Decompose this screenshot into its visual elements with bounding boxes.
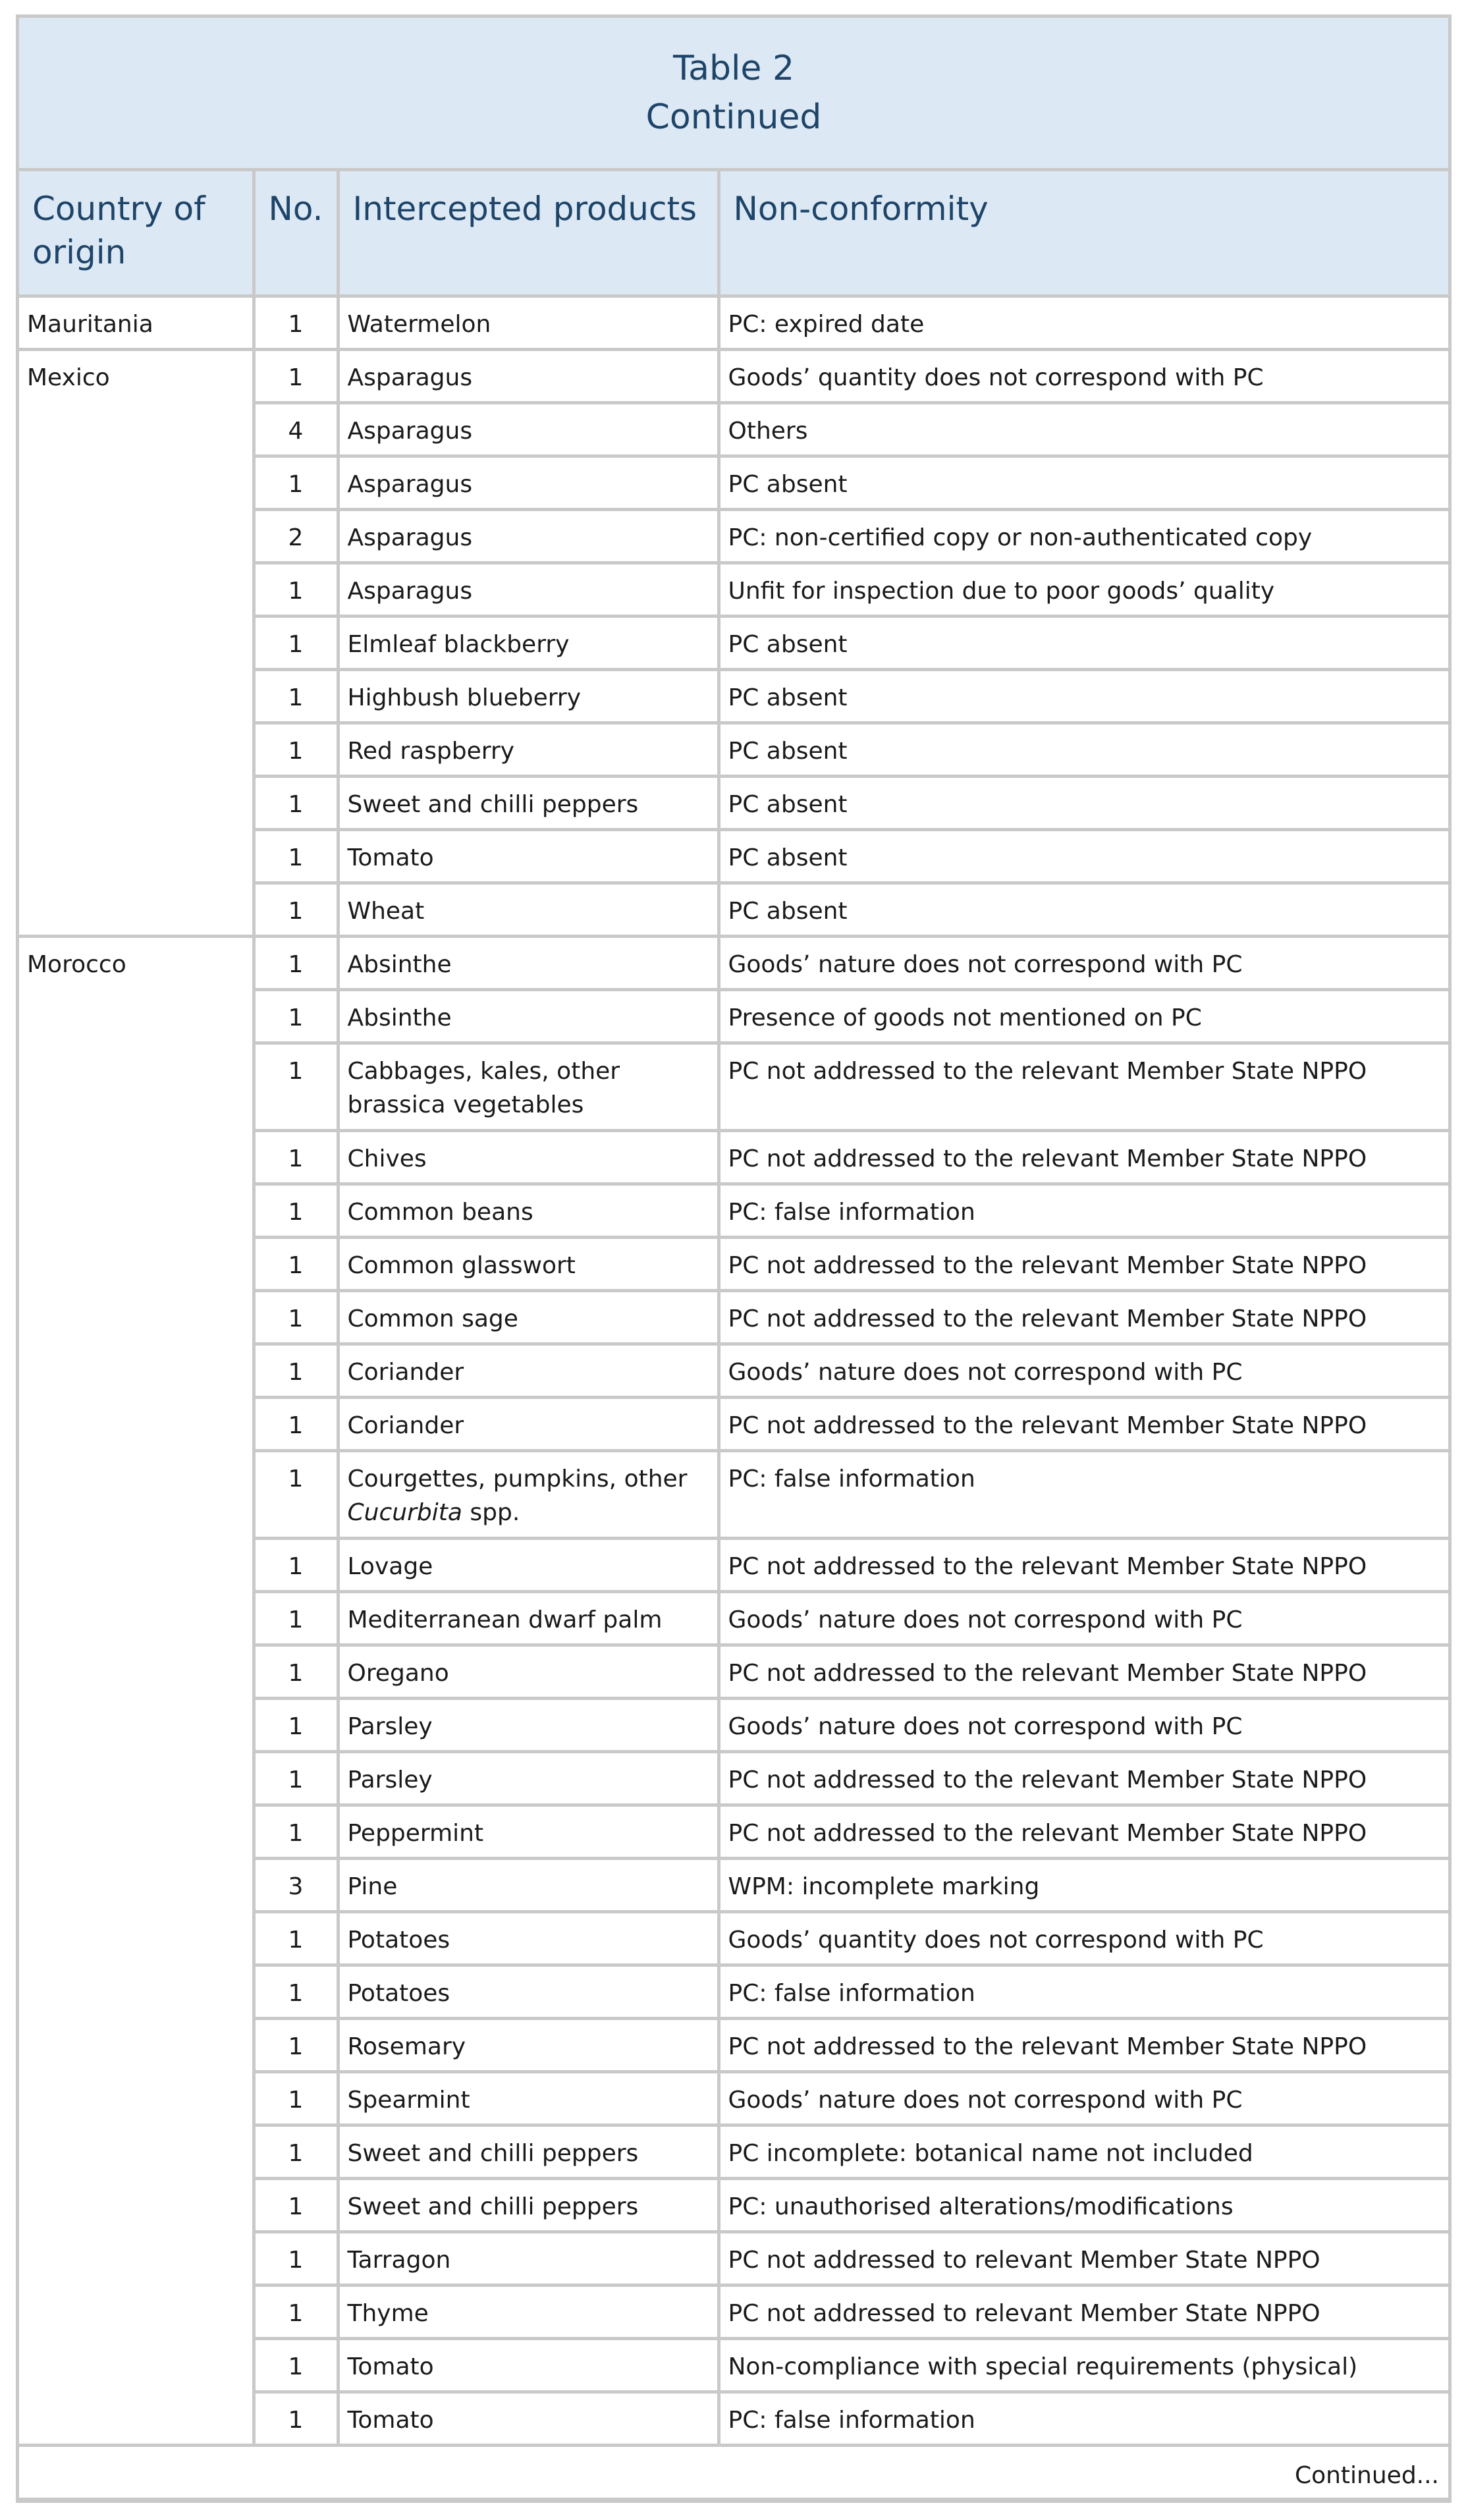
count-cell: 1: [254, 2071, 338, 2125]
count-cell: 1: [254, 829, 338, 883]
product-cell: Tomato: [338, 829, 719, 883]
nonconformity-cell: PC absent: [719, 829, 1448, 883]
nonconformity-cell: PC not addressed to the relevant Member State NPPO: [719, 1237, 1448, 1290]
nonconformity-cell: Goods’ nature does not correspond with PC: [719, 936, 1448, 989]
product-cell: Mediterranean dwarf palm: [338, 1591, 719, 1645]
count-cell: 1: [254, 723, 338, 776]
product-cell: Common sage: [338, 1290, 719, 1344]
product-cell: Peppermint: [338, 1805, 719, 1858]
count-cell: 1: [254, 2338, 338, 2392]
product-cell: Highbush blueberry: [338, 669, 719, 723]
nonconformity-cell: PC: false information: [719, 1184, 1448, 1237]
count-cell: 1: [254, 2232, 338, 2285]
nonconformity-cell: PC: false information: [719, 2392, 1448, 2445]
product-cell: Parsley: [338, 1698, 719, 1751]
product-cell: Thyme: [338, 2285, 719, 2338]
nonconformity-cell: PC absent: [719, 776, 1448, 829]
count-cell: 1: [254, 936, 338, 989]
product-cell: Sweet and chilli peppers: [338, 2125, 719, 2178]
count-cell: 1: [254, 776, 338, 829]
product-cell: Asparagus: [338, 349, 719, 402]
product-cell: Tarragon: [338, 2232, 719, 2285]
product-cell: Spearmint: [338, 2071, 719, 2125]
count-cell: 1: [254, 1751, 338, 1805]
product-cell: Common glasswort: [338, 1237, 719, 1290]
product-cell: Rosemary: [338, 2018, 719, 2071]
product-cell: Oregano: [338, 1645, 719, 1698]
count-cell: 1: [254, 456, 338, 509]
count-cell: 1: [254, 2125, 338, 2178]
nonconformity-cell: PC absent: [719, 723, 1448, 776]
product-cell: Lovage: [338, 1538, 719, 1591]
count-cell: 3: [254, 1858, 338, 1911]
nonconformity-cell: PC: false information: [719, 1450, 1448, 1538]
country-cell: Morocco: [19, 936, 254, 2445]
country-cell: Mauritania: [19, 296, 254, 349]
product-cell: Asparagus: [338, 562, 719, 616]
product-cell: Asparagus: [338, 402, 719, 456]
header-row: [19, 171, 1448, 296]
count-cell: 1: [254, 1290, 338, 1344]
count-cell: 1: [254, 1591, 338, 1645]
product-cell: Wheat: [338, 883, 719, 936]
nonconformity-cell: PC: false information: [719, 1965, 1448, 2018]
table-subtitle: Continued: [645, 97, 822, 137]
nonconformity-cell: Goods’ nature does not correspond with PC: [719, 1698, 1448, 1751]
count-cell: 1: [254, 1344, 338, 1397]
product-cell: Watermelon: [338, 296, 719, 349]
product-cell: [338, 1450, 719, 1538]
nonconformity-cell: Goods’ nature does not correspond with PC: [719, 1344, 1448, 1397]
nonconformity-cell: PC absent: [719, 669, 1448, 723]
nonconformity-cell: PC not addressed to the relevant Member State NPPO: [719, 1751, 1448, 1805]
header-no: No.: [254, 171, 338, 296]
product-name-suffix: spp.: [470, 1498, 520, 1526]
header-country: Country of origin: [19, 171, 254, 296]
product-scientific-name: Cucurbita: [347, 1498, 462, 1526]
count-cell: 1: [254, 2178, 338, 2232]
nonconformity-cell: Goods’ nature does not correspond with PC: [719, 2071, 1448, 2125]
nonconformity-cell: PC not addressed to the relevant Member State NPPO: [719, 1538, 1448, 1591]
product-cell: Red raspberry: [338, 723, 719, 776]
product-cell: Tomato: [338, 2392, 719, 2445]
count-cell: 1: [254, 2018, 338, 2071]
product-cell: Absinthe: [338, 936, 719, 989]
count-cell: 1: [254, 2285, 338, 2338]
count-cell: 1: [254, 1237, 338, 1290]
nonconformity-cell: Presence of goods not mentioned on PC: [719, 989, 1448, 1043]
product-cell: Potatoes: [338, 1965, 719, 2018]
footer-row: [19, 2445, 1448, 2499]
table-title-bar: [19, 18, 1448, 171]
header-nonconformity: Non-conformity: [719, 171, 1448, 296]
product-cell: Sweet and chilli peppers: [338, 776, 719, 829]
product-cell: Coriander: [338, 1397, 719, 1450]
count-cell: 1: [254, 1538, 338, 1591]
nonconformity-cell: PC incomplete: botanical name not included: [719, 2125, 1448, 2178]
count-cell: 1: [254, 989, 338, 1043]
table-frame: [16, 14, 1452, 2503]
nonconformity-cell: PC: unauthorised alterations/modifications: [719, 2178, 1448, 2232]
nonconformity-cell: PC absent: [719, 616, 1448, 669]
nonconformity-cell: PC: non-certified copy or non-authenticated copy: [719, 509, 1448, 562]
count-cell: 1: [254, 1698, 338, 1751]
product-cell: Coriander: [338, 1344, 719, 1397]
count-cell: 1: [254, 349, 338, 402]
count-cell: 1: [254, 616, 338, 669]
nonconformity-cell: Non-compliance with special requirements (physical): [719, 2338, 1448, 2392]
product-cell: Elmleaf blackberry: [338, 616, 719, 669]
continued-note: Continued...: [19, 2445, 1448, 2499]
nonconformity-cell: PC: expired date: [719, 296, 1448, 349]
count-cell: 1: [254, 883, 338, 936]
count-cell: 1: [254, 2392, 338, 2445]
header-products: Intercepted products: [338, 171, 719, 296]
nonconformity-cell: PC not addressed to the relevant Member State NPPO: [719, 1805, 1448, 1858]
nonconformity-cell: Unfit for inspection due to poor goods’ quality: [719, 562, 1448, 616]
table-row: [19, 349, 1448, 402]
nonconformity-cell: PC not addressed to the relevant Member State NPPO: [719, 1130, 1448, 1184]
product-cell: Asparagus: [338, 456, 719, 509]
nonconformity-cell: WPM: incomplete marking: [719, 1858, 1448, 1911]
count-cell: 1: [254, 1911, 338, 1965]
count-cell: 1: [254, 1130, 338, 1184]
nonconformity-cell: PC not addressed to the relevant Member State NPPO: [719, 1397, 1448, 1450]
nonconformity-cell: Goods’ nature does not correspond with PC: [719, 1591, 1448, 1645]
nonconformity-cell: Goods’ quantity does not correspond with PC: [719, 1911, 1448, 1965]
count-cell: 1: [254, 296, 338, 349]
table-title: Table 2: [672, 49, 795, 88]
count-cell: 2: [254, 509, 338, 562]
country-cell: Mexico: [19, 349, 254, 936]
count-cell: 4: [254, 402, 338, 456]
nonconformity-cell: PC not addressed to the relevant Member State NPPO: [719, 2018, 1448, 2071]
product-name: Courgettes, pumpkins, other: [347, 1465, 688, 1493]
product-cell: Tomato: [338, 2338, 719, 2392]
product-cell: Sweet and chilli peppers: [338, 2178, 719, 2232]
product-cell: Common beans: [338, 1184, 719, 1237]
count-cell: 1: [254, 1965, 338, 2018]
nonconformity-cell: PC not addressed to the relevant Member State NPPO: [719, 1043, 1448, 1130]
data-table: [19, 171, 1448, 2501]
nonconformity-cell: PC not addressed to the relevant Member State NPPO: [719, 1645, 1448, 1698]
count-cell: 1: [254, 1805, 338, 1858]
product-cell: Parsley: [338, 1751, 719, 1805]
nonconformity-cell: PC not addressed to the relevant Member State NPPO: [719, 1290, 1448, 1344]
nonconformity-cell: PC not addressed to relevant Member State NPPO: [719, 2232, 1448, 2285]
count-cell: 1: [254, 669, 338, 723]
nonconformity-cell: PC absent: [719, 883, 1448, 936]
count-cell: 1: [254, 562, 338, 616]
nonconformity-cell: Others: [719, 402, 1448, 456]
count-cell: 1: [254, 1645, 338, 1698]
product-cell: Absinthe: [338, 989, 719, 1043]
nonconformity-cell: PC not addressed to relevant Member State NPPO: [719, 2285, 1448, 2338]
product-cell: Cabbages, kales, other brassica vegetables: [338, 1043, 719, 1130]
count-cell: 1: [254, 1043, 338, 1130]
table-row: [19, 296, 1448, 349]
product-cell: Potatoes: [338, 1911, 719, 1965]
nonconformity-cell: PC absent: [719, 456, 1448, 509]
product-cell: Pine: [338, 1858, 719, 1911]
count-cell: 1: [254, 1450, 338, 1538]
product-cell: Asparagus: [338, 509, 719, 562]
table-row: [19, 936, 1448, 989]
product-cell: Chives: [338, 1130, 719, 1184]
count-cell: 1: [254, 1184, 338, 1237]
nonconformity-cell: Goods’ quantity does not correspond with PC: [719, 349, 1448, 402]
count-cell: 1: [254, 1397, 338, 1450]
